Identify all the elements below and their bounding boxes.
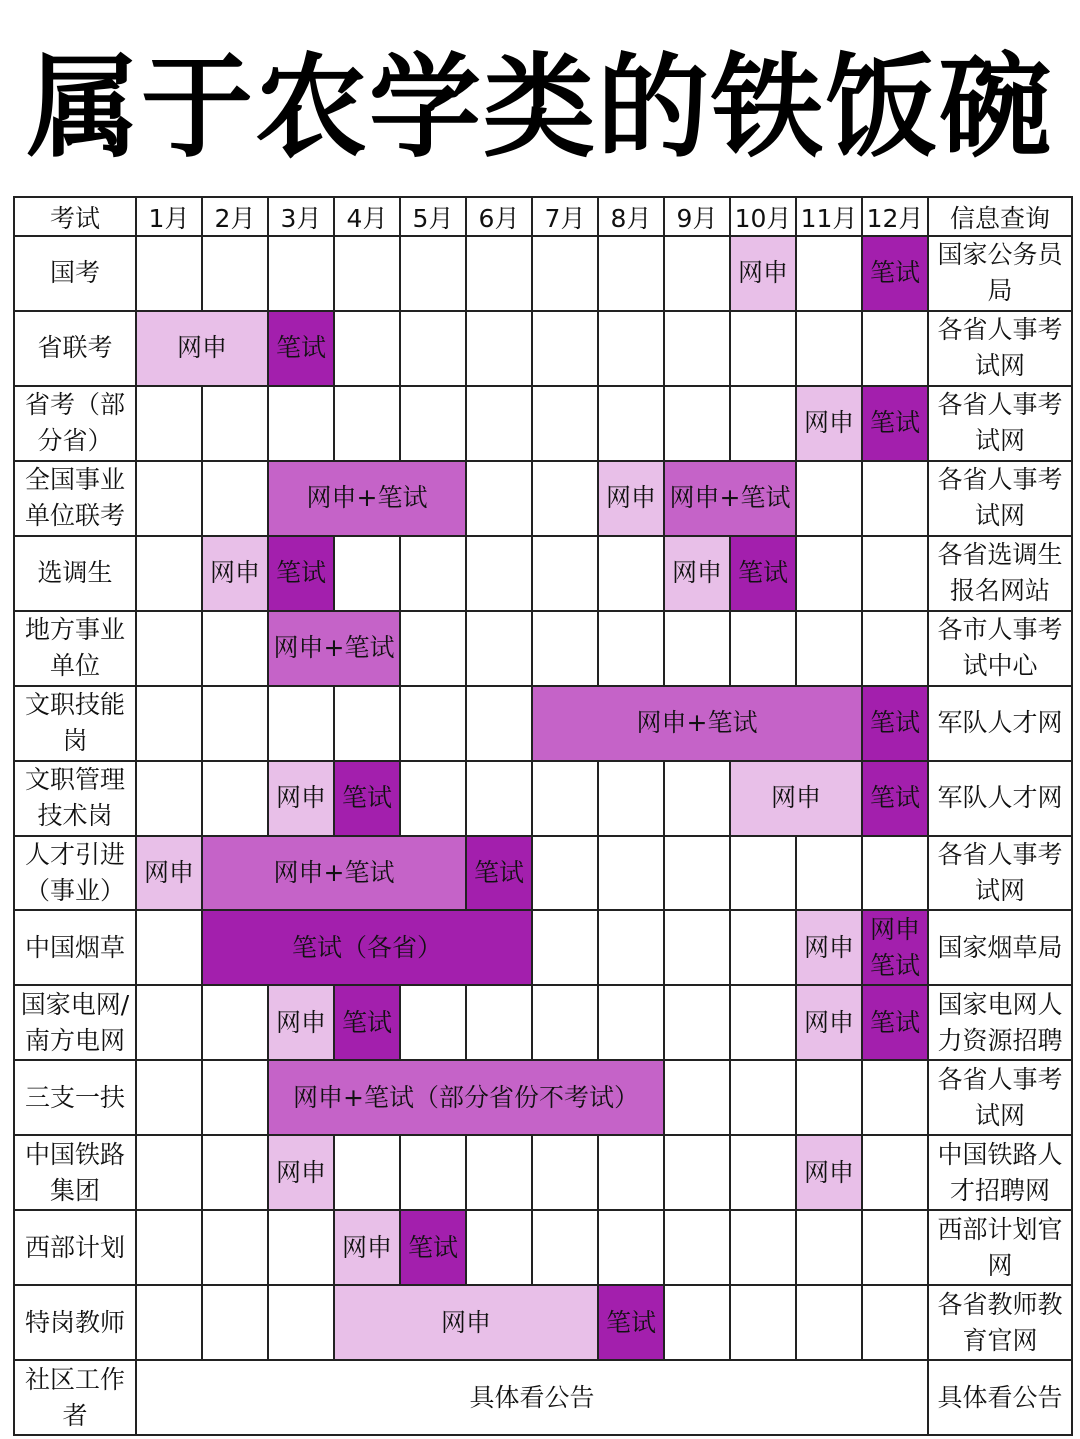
empty-cell — [202, 1135, 268, 1210]
info-source: 具体看公告 — [928, 1360, 1072, 1435]
info-source: 各省教师教育官网 — [928, 1285, 1072, 1360]
table-row — [14, 536, 1072, 611]
empty-cell — [730, 836, 796, 911]
header-month: 10月 — [730, 197, 796, 236]
empty-cell — [400, 311, 466, 386]
schedule-bar: 网申 — [268, 985, 334, 1060]
schedule-bar: 网申 — [202, 536, 268, 611]
schedule-bar: 网申 — [598, 461, 664, 536]
info-source: 军队人才网 — [928, 686, 1072, 761]
empty-cell — [268, 236, 334, 311]
empty-cell — [334, 536, 400, 611]
info-source: 中国铁路人才招聘网 — [928, 1135, 1072, 1210]
info-source: 各省人事考试网 — [928, 386, 1072, 461]
header-info: 信息查询 — [928, 197, 1072, 236]
empty-cell — [862, 836, 928, 911]
schedule-bar: 笔试 — [862, 236, 928, 311]
empty-cell — [136, 686, 202, 761]
header-month: 8月 — [598, 197, 664, 236]
table-row — [14, 236, 1072, 311]
empty-cell — [532, 1210, 598, 1285]
exam-name: 社区工作者 — [14, 1360, 136, 1435]
empty-cell — [796, 311, 862, 386]
empty-cell — [796, 236, 862, 311]
empty-cell — [466, 1135, 532, 1210]
empty-cell — [268, 1210, 334, 1285]
table-row — [14, 311, 1072, 386]
empty-cell — [202, 985, 268, 1060]
empty-cell — [202, 1060, 268, 1135]
empty-cell — [136, 985, 202, 1060]
empty-cell — [466, 386, 532, 461]
empty-cell — [664, 1135, 730, 1210]
exam-name: 地方事业单位 — [14, 611, 136, 686]
header-month: 4月 — [334, 197, 400, 236]
empty-cell — [730, 1210, 796, 1285]
schedule-bar: 笔试 — [334, 761, 400, 836]
empty-cell — [664, 236, 730, 311]
empty-cell — [466, 985, 532, 1060]
empty-cell — [730, 311, 796, 386]
empty-cell — [334, 311, 400, 386]
table-row — [14, 910, 1072, 985]
schedule-bar: 网申+笔试 — [202, 836, 466, 911]
table-row — [14, 836, 1072, 911]
empty-cell — [862, 311, 928, 386]
empty-cell — [532, 910, 598, 985]
empty-cell — [532, 1135, 598, 1210]
empty-cell — [202, 1210, 268, 1285]
exam-name: 国家电网/南方电网 — [14, 985, 136, 1060]
schedule-bar: 网申 — [796, 386, 862, 461]
empty-cell — [532, 761, 598, 836]
table-row — [14, 1210, 1072, 1285]
empty-cell — [730, 386, 796, 461]
empty-cell — [136, 1135, 202, 1210]
exam-name: 全国事业单位联考 — [14, 461, 136, 536]
schedule-bar: 笔试 — [400, 1210, 466, 1285]
schedule-bar: 网申 — [796, 985, 862, 1060]
empty-cell — [202, 686, 268, 761]
schedule-bar: 网申 — [730, 236, 796, 311]
empty-cell — [862, 611, 928, 686]
empty-cell — [598, 536, 664, 611]
exam-name: 选调生 — [14, 536, 136, 611]
empty-cell — [796, 1285, 862, 1360]
info-source: 各省人事考试网 — [928, 836, 1072, 911]
schedule-bar: 网申 — [664, 536, 730, 611]
schedule-bar: 笔试 — [730, 536, 796, 611]
empty-cell — [730, 1285, 796, 1360]
empty-cell — [598, 311, 664, 386]
exam-name: 西部计划 — [14, 1210, 136, 1285]
empty-cell — [796, 1060, 862, 1135]
empty-cell — [334, 386, 400, 461]
empty-cell — [598, 386, 664, 461]
schedule-bar: 网申 — [730, 761, 862, 836]
empty-cell — [136, 910, 202, 985]
info-source: 各省人事考试网 — [928, 311, 1072, 386]
header-month: 9月 — [664, 197, 730, 236]
table-row — [14, 611, 1072, 686]
table-row — [14, 1285, 1072, 1360]
schedule-bar: 网申 — [334, 1285, 598, 1360]
exam-name: 文职技能岗 — [14, 686, 136, 761]
schedule-bar: 笔试 — [862, 686, 928, 761]
header-month: 5月 — [400, 197, 466, 236]
exam-name: 省考（部分省） — [14, 386, 136, 461]
header-row — [14, 197, 1072, 236]
empty-cell — [334, 1135, 400, 1210]
empty-cell — [532, 311, 598, 386]
table-row — [14, 985, 1072, 1060]
empty-cell — [466, 461, 532, 536]
empty-cell — [532, 461, 598, 536]
empty-cell — [466, 761, 532, 836]
exam-name: 国考 — [14, 236, 136, 311]
info-source: 各省选调生报名网站 — [928, 536, 1072, 611]
schedule-bar: 网申+笔试（部分省份不考试） — [268, 1060, 664, 1135]
empty-cell — [598, 1135, 664, 1210]
page-title: 属于农学类的铁饭碗 — [27, 43, 1053, 173]
empty-cell — [202, 1285, 268, 1360]
empty-cell — [400, 985, 466, 1060]
schedule-bar: 笔试 — [466, 836, 532, 911]
empty-cell — [664, 611, 730, 686]
empty-cell — [862, 1210, 928, 1285]
empty-cell — [136, 761, 202, 836]
empty-cell — [400, 386, 466, 461]
empty-cell — [136, 1285, 202, 1360]
empty-cell — [730, 611, 796, 686]
schedule-bar: 具体看公告 — [136, 1360, 928, 1435]
info-source: 国家公务员局 — [928, 236, 1072, 311]
schedule-bar: 网申 — [268, 1135, 334, 1210]
empty-cell — [664, 761, 730, 836]
empty-cell — [466, 611, 532, 686]
empty-cell — [598, 836, 664, 911]
info-source: 国家电网人力资源招聘 — [928, 985, 1072, 1060]
schedule-bar: 网申笔试 — [862, 910, 928, 985]
schedule-bar: 网申 — [796, 910, 862, 985]
table-row — [14, 1360, 1072, 1435]
table-row — [14, 461, 1072, 536]
empty-cell — [136, 1210, 202, 1285]
table-row — [14, 1060, 1072, 1135]
empty-cell — [598, 611, 664, 686]
empty-cell — [664, 1285, 730, 1360]
exam-name: 中国铁路集团 — [14, 1135, 136, 1210]
empty-cell — [136, 386, 202, 461]
empty-cell — [136, 236, 202, 311]
empty-cell — [334, 686, 400, 761]
empty-cell — [532, 836, 598, 911]
empty-cell — [664, 311, 730, 386]
schedule-bar: 网申+笔试 — [268, 461, 466, 536]
empty-cell — [796, 461, 862, 536]
schedule-bar: 网申 — [796, 1135, 862, 1210]
empty-cell — [598, 1210, 664, 1285]
header-month: 3月 — [268, 197, 334, 236]
header-exam: 考试 — [14, 197, 136, 236]
header-month: 7月 — [532, 197, 598, 236]
schedule-bar: 网申+笔试 — [664, 461, 796, 536]
empty-cell — [202, 761, 268, 836]
exam-calendar-table — [13, 196, 1073, 1436]
schedule-bar: 网申 — [136, 311, 268, 386]
exam-name: 特岗教师 — [14, 1285, 136, 1360]
empty-cell — [664, 1060, 730, 1135]
empty-cell — [532, 236, 598, 311]
empty-cell — [532, 536, 598, 611]
empty-cell — [466, 1210, 532, 1285]
schedule-bar: 网申 — [268, 761, 334, 836]
table-row — [14, 761, 1072, 836]
empty-cell — [730, 985, 796, 1060]
schedule-bar: 笔试 — [268, 536, 334, 611]
empty-cell — [862, 536, 928, 611]
schedule-bar: 笔试 — [862, 386, 928, 461]
empty-cell — [796, 536, 862, 611]
empty-cell — [136, 1060, 202, 1135]
empty-cell — [664, 985, 730, 1060]
empty-cell — [862, 461, 928, 536]
empty-cell — [202, 236, 268, 311]
empty-cell — [598, 761, 664, 836]
empty-cell — [400, 686, 466, 761]
schedule-bar: 笔试 — [268, 311, 334, 386]
info-source: 各省人事考试网 — [928, 461, 1072, 536]
header-month: 2月 — [202, 197, 268, 236]
empty-cell — [862, 1285, 928, 1360]
empty-cell — [664, 910, 730, 985]
exam-name: 文职管理技术岗 — [14, 761, 136, 836]
schedule-bar: 笔试 — [862, 761, 928, 836]
empty-cell — [268, 386, 334, 461]
empty-cell — [400, 536, 466, 611]
empty-cell — [466, 236, 532, 311]
empty-cell — [400, 236, 466, 311]
empty-cell — [466, 686, 532, 761]
schedule-bar: 笔试 — [334, 985, 400, 1060]
empty-cell — [532, 386, 598, 461]
empty-cell — [136, 611, 202, 686]
exam-name: 省联考 — [14, 311, 136, 386]
empty-cell — [730, 910, 796, 985]
empty-cell — [796, 611, 862, 686]
exam-name: 三支一扶 — [14, 1060, 136, 1135]
empty-cell — [202, 461, 268, 536]
empty-cell — [202, 611, 268, 686]
empty-cell — [268, 686, 334, 761]
empty-cell — [466, 311, 532, 386]
table-row — [14, 686, 1072, 761]
empty-cell — [334, 236, 400, 311]
empty-cell — [730, 1060, 796, 1135]
schedule-bar: 笔试 — [862, 985, 928, 1060]
schedule-bar: 网申+笔试 — [268, 611, 400, 686]
exam-name: 中国烟草 — [14, 910, 136, 985]
schedule-bar: 网申+笔试 — [532, 686, 862, 761]
empty-cell — [400, 761, 466, 836]
schedule-bar: 网申 — [334, 1210, 400, 1285]
header-month: 12月 — [862, 197, 928, 236]
empty-cell — [862, 1135, 928, 1210]
empty-cell — [466, 536, 532, 611]
schedule-bar: 笔试（各省） — [202, 910, 532, 985]
empty-cell — [598, 910, 664, 985]
header-month: 11月 — [796, 197, 862, 236]
empty-cell — [664, 1210, 730, 1285]
empty-cell — [268, 1285, 334, 1360]
exam-name: 人才引进（事业） — [14, 836, 136, 911]
empty-cell — [136, 461, 202, 536]
schedule-bar: 网申 — [136, 836, 202, 911]
empty-cell — [664, 836, 730, 911]
empty-cell — [400, 1135, 466, 1210]
info-source: 西部计划官网 — [928, 1210, 1072, 1285]
empty-cell — [730, 1135, 796, 1210]
info-source: 各市人事考试中心 — [928, 611, 1072, 686]
empty-cell — [796, 836, 862, 911]
empty-cell — [532, 611, 598, 686]
header-month: 1月 — [136, 197, 202, 236]
header-month: 6月 — [466, 197, 532, 236]
table-row — [14, 386, 1072, 461]
empty-cell — [796, 1210, 862, 1285]
info-source: 各省人事考试网 — [928, 1060, 1072, 1135]
empty-cell — [598, 985, 664, 1060]
empty-cell — [532, 985, 598, 1060]
empty-cell — [136, 536, 202, 611]
empty-cell — [400, 611, 466, 686]
info-source: 军队人才网 — [928, 761, 1072, 836]
empty-cell — [598, 236, 664, 311]
info-source: 国家烟草局 — [928, 910, 1072, 985]
empty-cell — [862, 1060, 928, 1135]
table-row — [14, 1135, 1072, 1210]
empty-cell — [202, 386, 268, 461]
schedule-bar: 笔试 — [598, 1285, 664, 1360]
empty-cell — [664, 386, 730, 461]
